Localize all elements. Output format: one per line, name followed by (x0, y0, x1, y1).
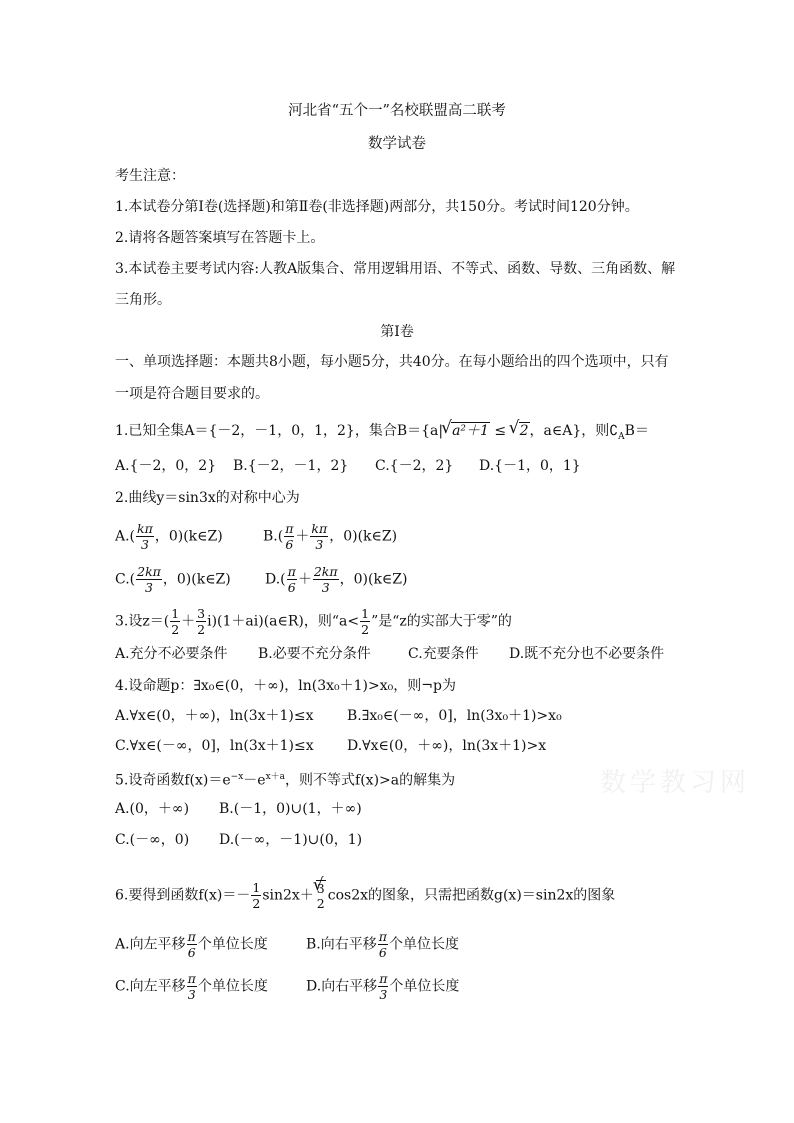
question-2: 2.曲线y＝sin3x的对称中心为 (115, 490, 300, 506)
notice-item: 1.本试卷分第Ⅰ卷(选择题)和第Ⅱ卷(非选择题)两部分，共150分。考试时间120分钟。 (115, 199, 639, 215)
option-c: C.(－∞，0) (115, 832, 190, 848)
option-a: A.{－2，0，2} (115, 458, 217, 474)
question-5-options-cd (115, 830, 362, 850)
option-b: B.{－2，－1，2} (233, 458, 349, 474)
question-1-options (115, 456, 581, 476)
option-d: D.{－1，0，1} (479, 458, 581, 474)
option-a: A.( $\frac{k\pi}{3}$ ，0)(k∈Z) (115, 521, 223, 552)
question-4-options-cd (115, 736, 546, 756)
question-6: 6.要得到函数f(x)＝－ $\frac{1}{2}$ sin2x＋ √ 3 2 cos2x的图象，只需把函数g(x)＝sin2x的图象 (115, 880, 615, 911)
option-a: A.(0，＋∞) (115, 801, 190, 817)
section-heading: 一、单项选择题：本题共8小题，每小题5分，共40分。在每小题给出的四个选项中，只有 (115, 354, 669, 370)
option-d: D.向右平移 $\frac{\pi}{3}$ 个单位长度 (306, 971, 460, 1002)
volume-heading: 第Ⅰ卷 (380, 324, 414, 340)
question-4-options-ab (115, 706, 562, 726)
question-6-options-cd (115, 971, 459, 1002)
question-3: 3.设z＝( $\frac{1}{2}$ ＋ $\frac{3}{2}$ i)(1＋ai)(a∈R)，则“a< $\frac{1}{2}$ ”是“z的实部大于零”的 (115, 606, 512, 637)
notice-item: 三角形。 (115, 292, 171, 308)
option-b: B.( $\frac{\pi}{6}$ ＋ $\frac{k\pi}{3}$ ，0)(k∈Z) (263, 521, 398, 552)
question-4: 4.设命题p：∃x₀∈(0，＋∞)，ln(3x₀＋1)>x₀，则¬p为 (115, 678, 456, 694)
option-b: B.必要不充分条件 (258, 646, 371, 662)
question-3-options (115, 644, 664, 664)
watermark: 数学教习网 (600, 768, 751, 798)
option-c: C.( $\frac{2k\pi}{3}$ ，0)(k∈Z) (115, 564, 231, 595)
option-b: B.(－1，0)∪(1，＋∞) (219, 801, 362, 817)
question-6-options-ab (115, 929, 459, 960)
notice-item: 3.本试卷主要考试内容:人教A版集合、常用逻辑用语、不等式、函数、导数、三角函数、解 (115, 261, 676, 277)
notice-heading: 考生注意： (115, 168, 185, 184)
option-d: D.既不充分也不必要条件 (509, 646, 665, 662)
option-b: B.向右平移 $\frac{\pi}{6}$ 个单位长度 (306, 929, 459, 960)
sqrt-expression: √ 2 (511, 421, 530, 441)
option-c: C.向左平移 $\frac{\pi}{3}$ 个单位长度 (115, 971, 268, 1002)
option-a: A.充分不必要条件 (115, 646, 228, 662)
exam-subtitle: 数学试卷 (368, 136, 426, 152)
option-c: C.{－2，2} (375, 458, 454, 474)
question-1: 1.已知全集A＝{－2，－1，0，1，2}，集合B＝{a|√ a²＋1 ≤ √ 2，a∈A}，则$∁_AB=$ (115, 421, 649, 447)
question-5: 5.设奇函数$f(x)=e^{-x}-e^{x+a}$，则不等式f(x)>a的解集为 (115, 772, 456, 789)
question-2-options-ab (115, 521, 397, 552)
option-a: A.向左平移 $\frac{\pi}{6}$ 个单位长度 (115, 929, 268, 960)
option-b: B.∃x₀∈(－∞，0]，ln(3x₀＋1)>x₀ (347, 708, 562, 724)
option-a: A.∀x∈(0，＋∞)，ln(3x＋1)≤x (115, 708, 314, 724)
notice-item: 2.请将各题答案填写在答题卡上。 (115, 230, 325, 246)
question-2-options-cd (115, 564, 407, 595)
option-d: D.∀x∈(0，＋∞)，ln(3x＋1)>x (347, 738, 547, 754)
option-d: D.(－∞，－1)∪(0，1) (219, 832, 363, 848)
option-c: C.充要条件 (408, 646, 479, 662)
option-d: D.( $\frac{\pi}{6}$ ＋ $\frac{2k\pi}{3}$ ，0)(k∈Z) (265, 564, 408, 595)
sqrt-expression: √ a²＋1 (443, 421, 490, 441)
option-c: C.∀x∈(－∞，0]，ln(3x＋1)≤x (115, 738, 314, 754)
question-5-options-ab (115, 799, 362, 819)
section-heading-cont: 一项是符合题目要求的。 (115, 386, 269, 402)
exam-title: 河北省“五个一”名校联盟高二联考 (288, 103, 506, 119)
